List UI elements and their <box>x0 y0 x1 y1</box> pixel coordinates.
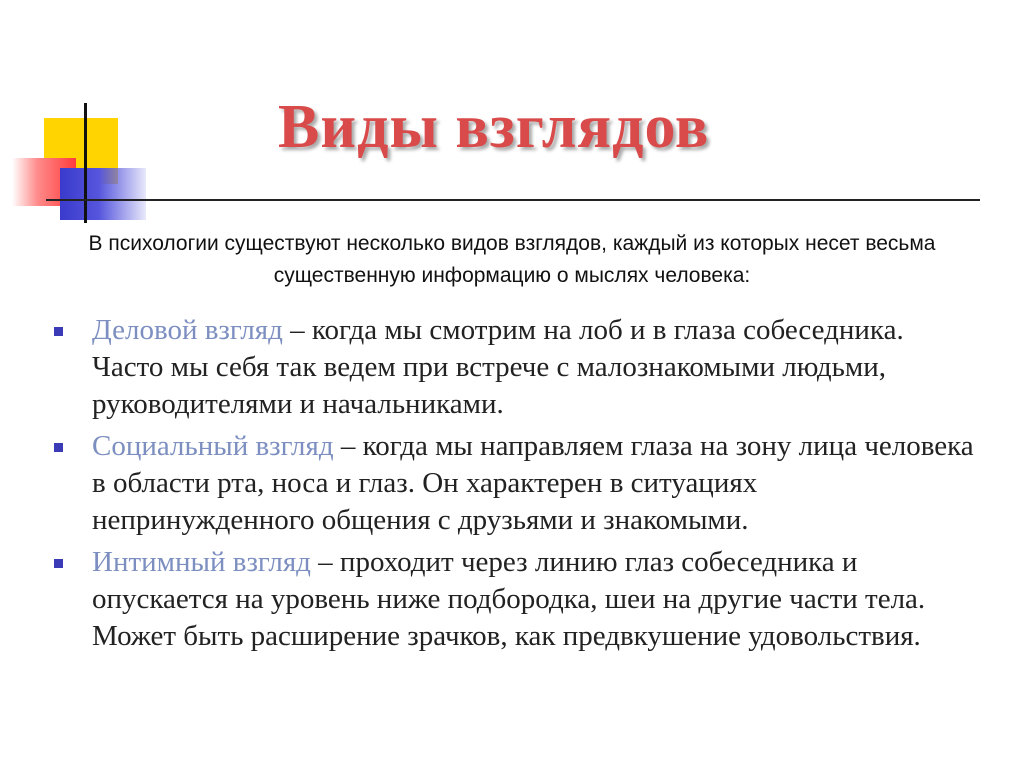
decor-vertical-line <box>84 103 87 223</box>
title-underline <box>46 199 980 201</box>
item-description: – проходит через линию глаз собеседника и опускается на уровень ниже подбородка, шеи на другие части тела. Может быть расширение зрачков, как предвкушение удовольствия. <box>92 546 926 652</box>
bullet-list <box>50 312 980 660</box>
list-item <box>50 544 980 655</box>
slide-title: Виды взглядов <box>278 93 710 161</box>
item-description: – когда мы направляем глаза на зону лица человека в области рта, носа и глаз. Он характерен в ситуациях непринужденного общения с друзьями и знакомыми. <box>92 430 974 536</box>
item-description: – когда мы смотрим на лоб и в глаза собеседника. Часто мы себя так ведем при встрече с малознакомыми людьми, руководителями и начальниками. <box>92 314 904 420</box>
square-bullet-icon <box>54 443 63 452</box>
decor-blue-square <box>60 168 146 220</box>
square-bullet-icon <box>54 559 63 568</box>
term-intimate-gaze: Интимный взгляд <box>92 546 311 578</box>
term-social-gaze: Социальный взгляд <box>92 430 334 462</box>
list-item <box>50 428 980 539</box>
square-bullet-icon <box>54 327 63 336</box>
list-item <box>50 312 980 423</box>
intro-text: В психологии существуют несколько видов взглядов, каждый из которых несет весьма существенную информацию о мыслях человека: <box>88 232 936 287</box>
term-business-gaze: Деловой взгляд <box>92 314 283 346</box>
